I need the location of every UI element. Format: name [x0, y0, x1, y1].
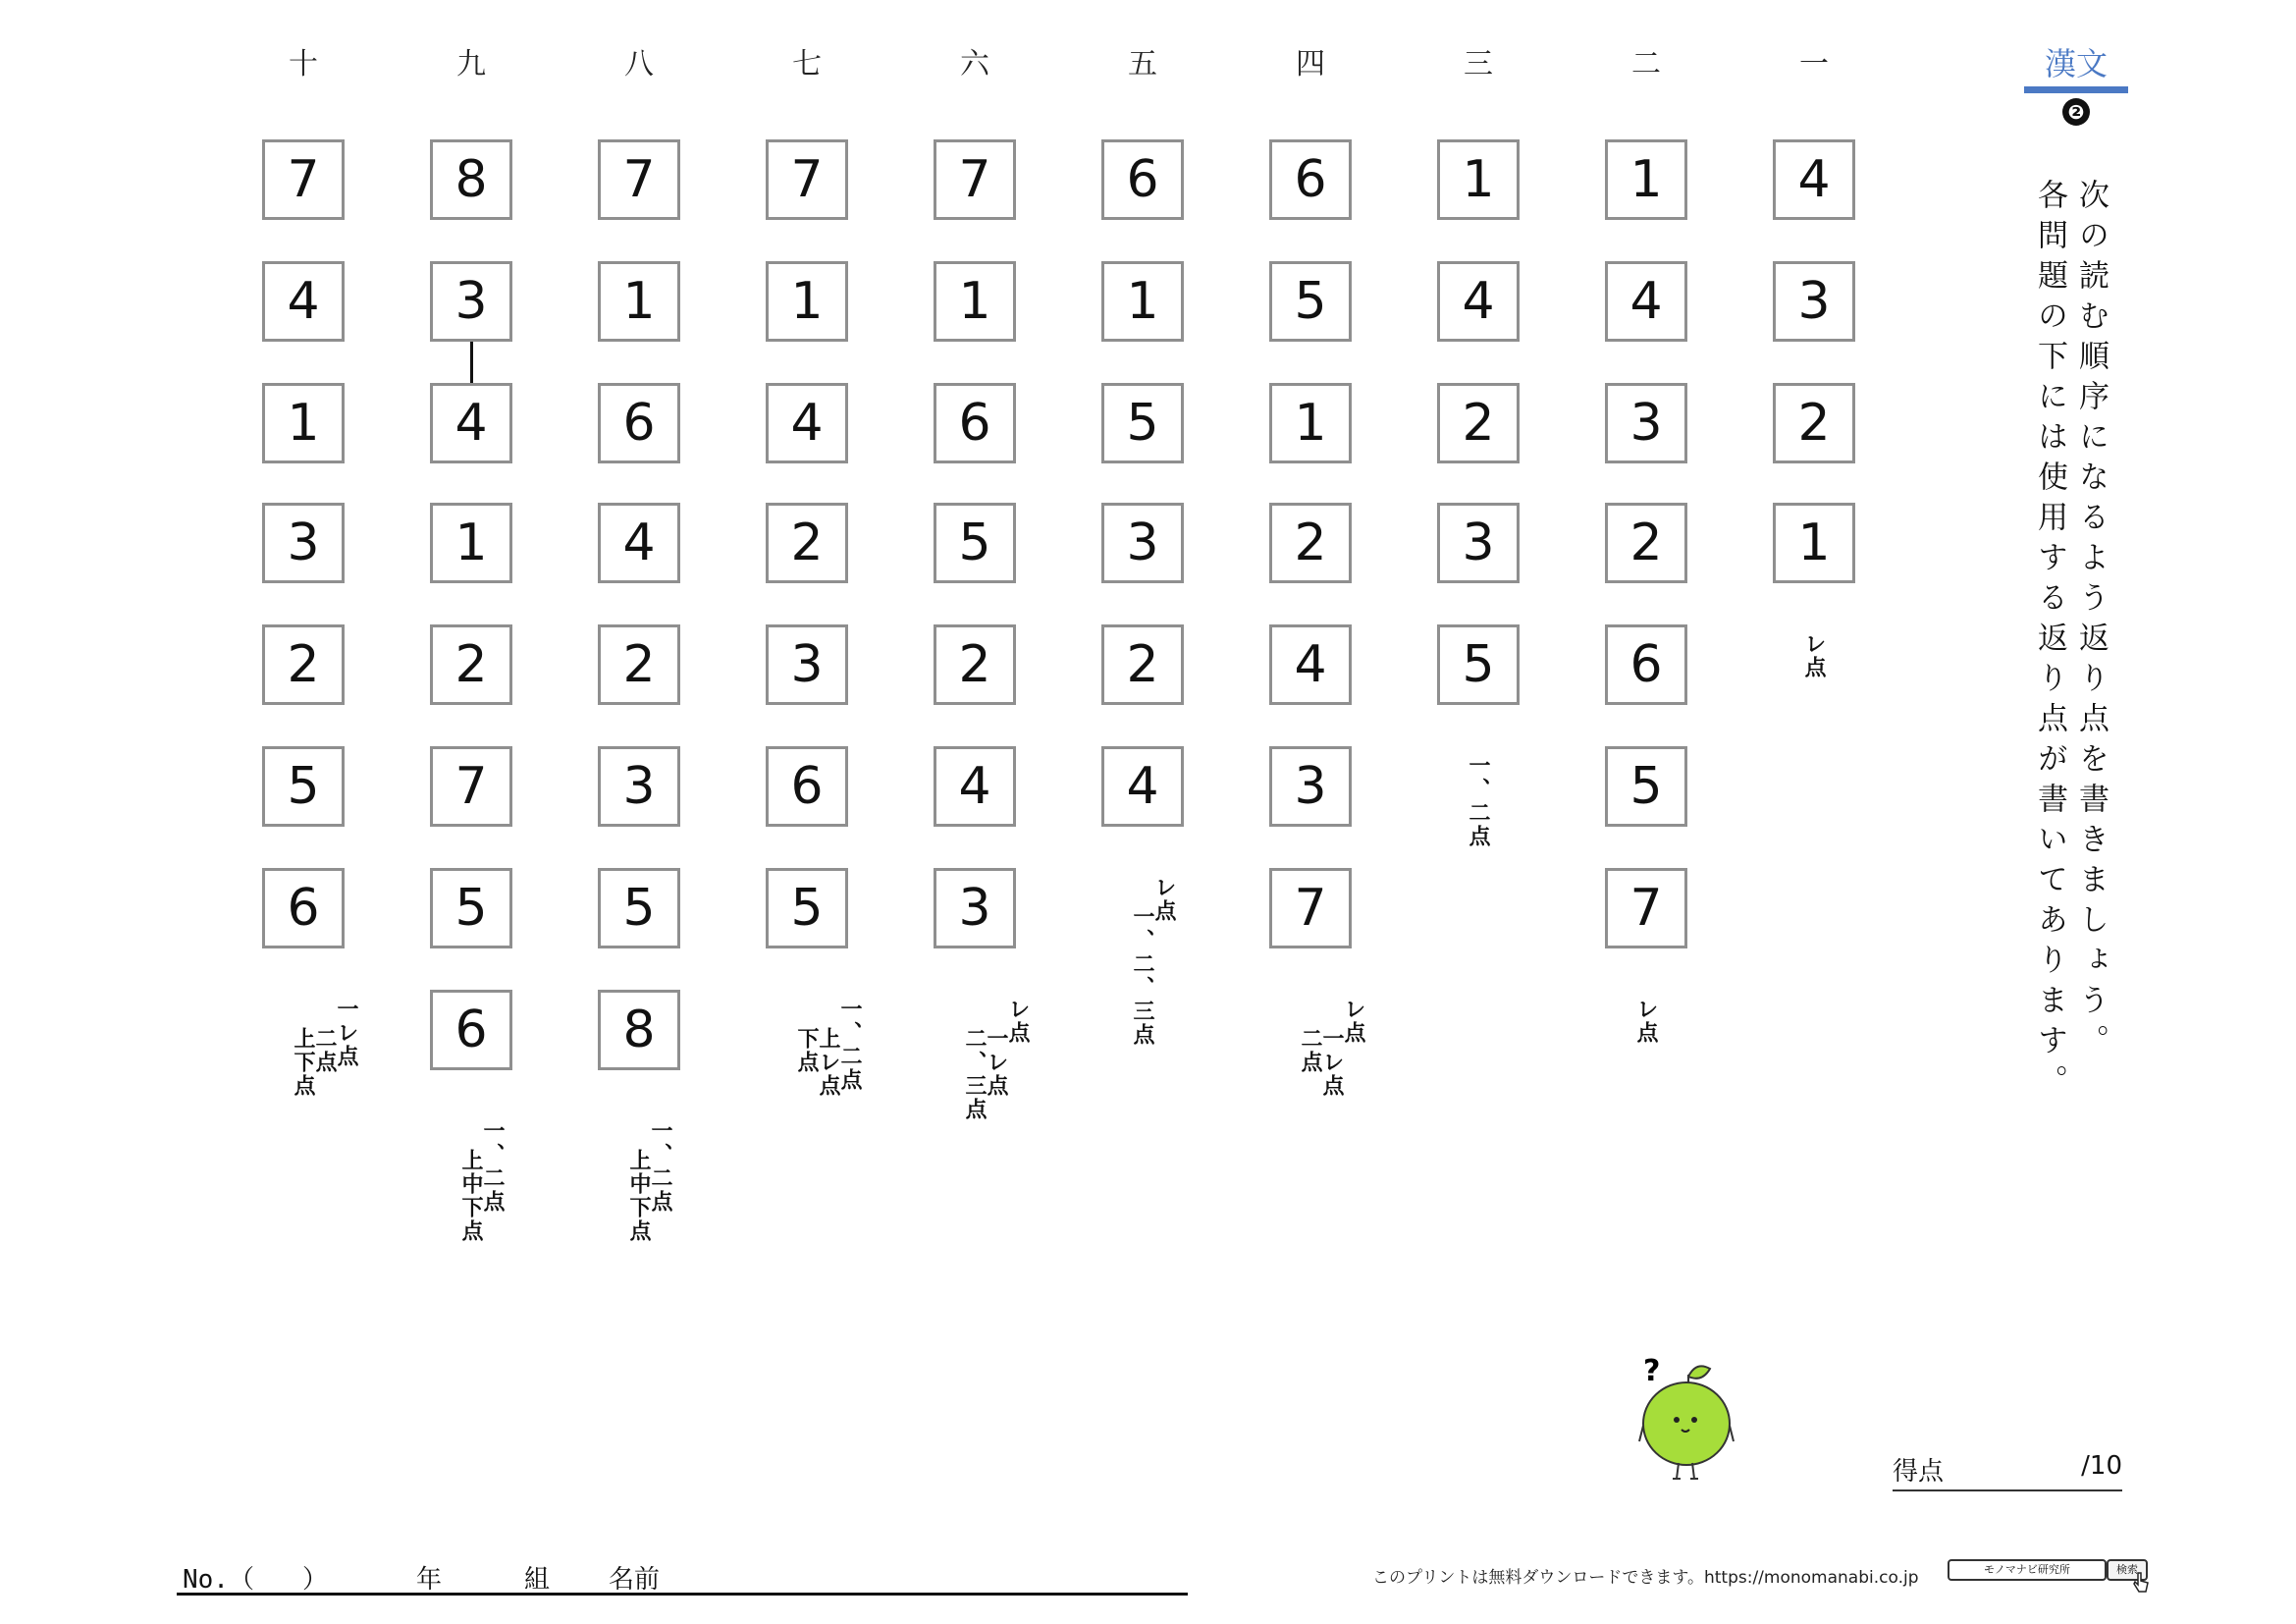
kaeriten-hint — [459, 1119, 503, 1243]
kaeriten-hint — [795, 998, 860, 1098]
instruction-line-2: 各問題の下には使用する返り点が書いてあります。 — [2032, 179, 2067, 1105]
reading-order-box[interactable]: 5 — [766, 868, 848, 948]
problem-number: 八 — [624, 47, 654, 81]
kaeriten-hint — [963, 998, 1028, 1121]
search-input[interactable]: モノマナビ研究所 — [1948, 1559, 2107, 1581]
reading-order-box[interactable]: 1 — [598, 261, 680, 342]
reading-order-box[interactable]: 4 — [1101, 746, 1184, 827]
problem-number: 四 — [1296, 47, 1325, 81]
class-label: 組 — [524, 1565, 551, 1595]
kaeriten-hint-item: 上中下点 — [458, 1149, 483, 1243]
year-label: 年 — [416, 1565, 443, 1595]
page-title: 漢文 — [2044, 45, 2108, 82]
reading-order-box[interactable]: 3 — [262, 503, 345, 583]
reading-order-box[interactable]: 4 — [766, 383, 848, 463]
score-label: 得点 — [1893, 1457, 1945, 1487]
name-line — [177, 1559, 1188, 1596]
kaeriten-hint-item: 二点 — [1298, 1027, 1322, 1074]
no-label: No.（ — [183, 1565, 254, 1595]
reading-order-box[interactable]: 4 — [1773, 139, 1855, 220]
kaeriten-hint — [1131, 876, 1174, 1047]
reading-order-box[interactable]: 7 — [262, 139, 345, 220]
problem-number: 二 — [1631, 47, 1661, 81]
reading-order-box[interactable]: 3 — [1773, 261, 1855, 342]
reading-order-box[interactable]: 4 — [598, 503, 680, 583]
score-field — [1893, 1451, 2122, 1491]
reading-order-box[interactable]: 5 — [934, 503, 1016, 583]
reading-order-box[interactable]: 3 — [598, 746, 680, 827]
reading-order-box[interactable]: 4 — [262, 261, 345, 342]
reading-order-box[interactable]: 1 — [1437, 139, 1520, 220]
hyphen-connector — [470, 342, 473, 383]
reading-order-box[interactable]: 1 — [1101, 261, 1184, 342]
problem-number: 六 — [960, 47, 989, 81]
problem-number: 三 — [1464, 47, 1493, 81]
kaeriten-hint-item: 一、二点 — [837, 998, 862, 1092]
kaeriten-hint — [1299, 998, 1363, 1098]
title-underline — [2024, 86, 2128, 93]
reading-order-box[interactable]: 2 — [1101, 624, 1184, 705]
reading-order-box[interactable]: 6 — [1269, 139, 1352, 220]
problem-number: 五 — [1128, 47, 1157, 81]
reading-order-box[interactable]: 1 — [1773, 503, 1855, 583]
reading-order-box[interactable]: 6 — [1101, 139, 1184, 220]
reading-order-box[interactable]: 4 — [1437, 261, 1520, 342]
reading-order-box[interactable]: 3 — [1101, 503, 1184, 583]
reading-order-box[interactable]: 3 — [1269, 746, 1352, 827]
reading-order-box[interactable]: 5 — [1269, 261, 1352, 342]
reading-order-box[interactable]: 2 — [598, 624, 680, 705]
kaeriten-hint-item: 一、二点 — [480, 1119, 505, 1214]
hand-cursor-icon — [2132, 1571, 2150, 1595]
reading-order-box[interactable]: 3 — [1437, 503, 1520, 583]
reading-order-box[interactable]: 2 — [1437, 383, 1520, 463]
kaeriten-hint-item: レ点 — [1801, 632, 1826, 679]
footer-text: このプリントは無料ダウンロードできます。https://monomanabi.co.jp — [1372, 1568, 1919, 1588]
reading-order-box[interactable]: 1 — [1269, 383, 1352, 463]
reading-order-box[interactable]: 2 — [1773, 383, 1855, 463]
reading-order-box[interactable]: 5 — [1101, 383, 1184, 463]
reading-order-box[interactable]: 6 — [1605, 624, 1687, 705]
reading-order-box[interactable]: 7 — [598, 139, 680, 220]
reading-order-box[interactable]: 5 — [598, 868, 680, 948]
reading-order-box[interactable]: 2 — [262, 624, 345, 705]
reading-order-box[interactable]: 6 — [598, 383, 680, 463]
worksheet-number: ❷ — [2062, 98, 2090, 126]
kaeriten-hint-item: 上中下点 — [626, 1149, 651, 1243]
reading-order-box[interactable]: 2 — [934, 624, 1016, 705]
kaeriten-hint-item: レ点 — [1005, 998, 1030, 1045]
reading-order-box[interactable]: 2 — [430, 624, 512, 705]
reading-order-box[interactable]: 6 — [766, 746, 848, 827]
reading-order-box[interactable]: 1 — [430, 503, 512, 583]
reading-order-box[interactable]: 1 — [766, 261, 848, 342]
kaeriten-hint-item: 一レ点 — [1319, 1027, 1344, 1098]
kaeriten-hint-item: 二、三点 — [962, 1027, 987, 1121]
problem-number: 一 — [1799, 47, 1829, 81]
kaeriten-hint-item: 下点 — [794, 1027, 819, 1074]
reading-order-box[interactable]: 3 — [766, 624, 848, 705]
reading-order-box[interactable]: 7 — [934, 139, 1016, 220]
kaeriten-hint-item: 一、二点 — [648, 1119, 672, 1214]
problem-number: 七 — [792, 47, 822, 81]
reading-order-box[interactable]: 4 — [1605, 261, 1687, 342]
kaeriten-hint — [1634, 998, 1656, 1045]
kaeriten-hint-item: レ点 — [1633, 998, 1658, 1045]
reading-order-box[interactable]: 2 — [1605, 503, 1687, 583]
kaeriten-hint — [1802, 632, 1824, 679]
kaeriten-hint — [292, 998, 356, 1098]
reading-order-box[interactable]: 4 — [430, 383, 512, 463]
reading-order-box[interactable]: 1 — [934, 261, 1016, 342]
kaeriten-hint-item: 一レ点 — [984, 1027, 1008, 1098]
reading-order-box[interactable]: 7 — [1605, 868, 1687, 948]
reading-order-box[interactable]: 3 — [934, 868, 1016, 948]
reading-order-box[interactable]: 5 — [430, 868, 512, 948]
reading-order-box[interactable]: 7 — [1269, 868, 1352, 948]
name-label: 名前 — [609, 1565, 661, 1595]
reading-order-box[interactable]: 3 — [430, 261, 512, 342]
reading-order-box[interactable]: 7 — [766, 139, 848, 220]
reading-order-box[interactable]: 3 — [1605, 383, 1687, 463]
kaeriten-hint — [1467, 754, 1488, 848]
reading-order-box[interactable]: 2 — [766, 503, 848, 583]
kaeriten-hint-item: 一、二、三点 — [1130, 905, 1154, 1047]
kaeriten-hint-item: 上下点 — [291, 1027, 315, 1098]
reading-order-box[interactable]: 8 — [430, 139, 512, 220]
reading-order-box[interactable]: 5 — [262, 746, 345, 827]
kaeriten-hint-item: 上レ点 — [816, 1027, 840, 1098]
kaeriten-hint-item: 二点 — [312, 1027, 337, 1074]
kaeriten-hint-item: 一、二点 — [1466, 754, 1490, 848]
reading-order-box[interactable]: 7 — [430, 746, 512, 827]
green-apple-mascot-icon — [1637, 1347, 1743, 1487]
reading-order-box[interactable]: 1 — [1605, 139, 1687, 220]
kaeriten-hint — [627, 1119, 670, 1243]
reading-order-box[interactable]: 4 — [934, 746, 1016, 827]
kaeriten-hint-item: 一レ点 — [334, 998, 358, 1068]
reading-order-box[interactable]: 6 — [430, 990, 512, 1070]
no-close: ） — [302, 1565, 329, 1595]
problem-number: 十 — [289, 47, 318, 81]
reading-order-box[interactable]: 5 — [1437, 624, 1520, 705]
reading-order-box[interactable]: 5 — [1605, 746, 1687, 827]
reading-order-box[interactable]: 4 — [1269, 624, 1352, 705]
reading-order-box[interactable]: 6 — [934, 383, 1016, 463]
reading-order-box[interactable]: 6 — [262, 868, 345, 948]
score-max: /10 — [2081, 1451, 2122, 1481]
reading-order-box[interactable]: 8 — [598, 990, 680, 1070]
svg-text:?: ? — [1643, 1354, 1661, 1388]
reading-order-box[interactable]: 2 — [1269, 503, 1352, 583]
kaeriten-hint-item: レ点 — [1151, 876, 1176, 923]
instruction-line-1: 次の読む順序になるよう返り点を書きましょう。 — [2073, 179, 2109, 1064]
reading-order-box[interactable]: 1 — [262, 383, 345, 463]
search-button[interactable]: 検索 — [2107, 1559, 2148, 1581]
kaeriten-hint-item: レ点 — [1341, 998, 1365, 1045]
problem-number: 九 — [456, 47, 486, 81]
